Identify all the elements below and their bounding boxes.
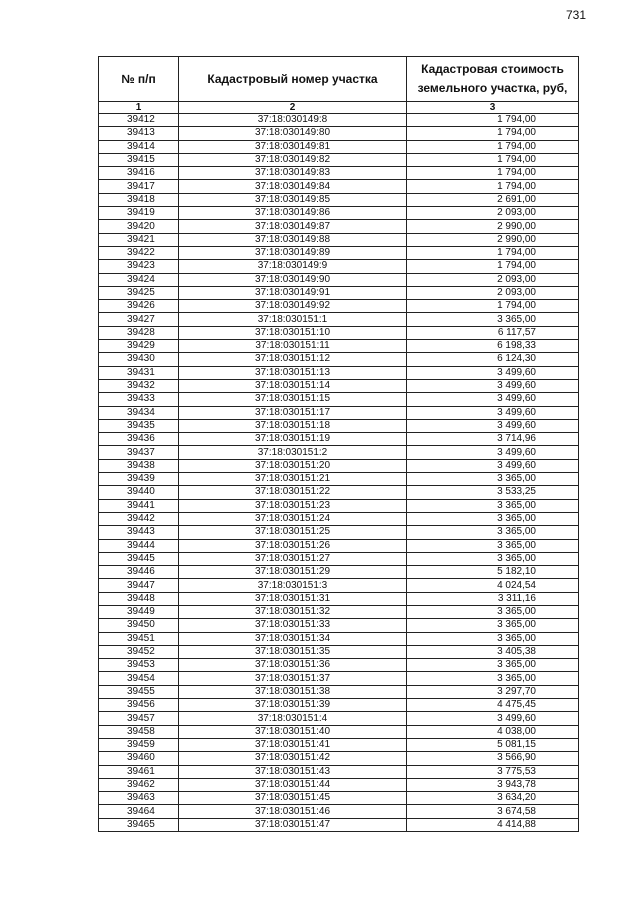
cadastral-value: 4 024,54	[407, 579, 579, 592]
row-number: 39422	[99, 246, 179, 259]
cadastral-value: 3 365,00	[407, 632, 579, 645]
cadastral-value: 3 365,00	[407, 512, 579, 525]
row-number: 39440	[99, 486, 179, 499]
table-row	[99, 233, 579, 246]
table-row	[99, 220, 579, 233]
cadastral-number: 37:18:030151:39	[179, 699, 407, 712]
table-row	[99, 752, 579, 765]
row-number: 39454	[99, 672, 179, 685]
table-row	[99, 725, 579, 738]
cadastral-number: 37:18:030151:42	[179, 752, 407, 765]
cadastral-value: 3 499,60	[407, 459, 579, 472]
cadastral-number: 37:18:030149:90	[179, 273, 407, 286]
cadastral-value: 3 714,96	[407, 433, 579, 446]
table-row	[99, 246, 579, 259]
row-number: 39465	[99, 818, 179, 831]
cadastral-number: 37:18:030151:14	[179, 379, 407, 392]
cadastral-number: 37:18:030149:81	[179, 140, 407, 153]
cadastral-value: 3 634,20	[407, 792, 579, 805]
cadastral-value: 3 365,00	[407, 539, 579, 552]
row-number: 39458	[99, 725, 179, 738]
row-number: 39430	[99, 353, 179, 366]
table-row	[99, 193, 579, 206]
table-row	[99, 114, 579, 127]
row-number: 39428	[99, 326, 179, 339]
row-number: 39432	[99, 379, 179, 392]
cadastral-value: 3 533,25	[407, 486, 579, 499]
row-number: 39451	[99, 632, 179, 645]
table-row	[99, 419, 579, 432]
row-number: 39445	[99, 552, 179, 565]
cadastral-value: 3 365,00	[407, 605, 579, 618]
row-number: 39442	[99, 512, 179, 525]
table-row	[99, 685, 579, 698]
row-number: 39421	[99, 233, 179, 246]
header-cadastral-number: Кадастровый номер участка	[179, 57, 407, 102]
cadastral-value: 6 117,57	[407, 326, 579, 339]
table-row	[99, 499, 579, 512]
cadastral-value: 3 499,60	[407, 366, 579, 379]
cadastral-value: 3 499,60	[407, 393, 579, 406]
cadastral-number: 37:18:030151:3	[179, 579, 407, 592]
cadastral-value: 3 943,78	[407, 778, 579, 791]
cadastral-number: 37:18:030149:80	[179, 127, 407, 140]
row-number: 39439	[99, 473, 179, 486]
table-row	[99, 539, 579, 552]
row-number: 39433	[99, 393, 179, 406]
cadastral-number: 37:18:030149:82	[179, 153, 407, 166]
column-number-2: 2	[179, 102, 407, 114]
cadastral-number: 37:18:030151:26	[179, 539, 407, 552]
cadastral-value: 3 365,00	[407, 659, 579, 672]
header-cadastral-value: Кадастровая стоимость земельного участка, руб,	[407, 57, 579, 102]
table-row	[99, 167, 579, 180]
table-row	[99, 632, 579, 645]
table-row	[99, 659, 579, 672]
cadastral-number: 37:18:030151:31	[179, 592, 407, 605]
row-number: 39449	[99, 605, 179, 618]
table-row	[99, 340, 579, 353]
cadastral-value: 2 990,00	[407, 220, 579, 233]
row-number: 39424	[99, 273, 179, 286]
cadastral-number: 37:18:030151:11	[179, 340, 407, 353]
header-row	[99, 57, 579, 102]
cadastral-number: 37:18:030151:10	[179, 326, 407, 339]
cadastral-number: 37:18:030151:44	[179, 778, 407, 791]
table-row	[99, 699, 579, 712]
cadastral-value: 4 038,00	[407, 725, 579, 738]
row-number: 39417	[99, 180, 179, 193]
cadastral-number: 37:18:030149:8	[179, 114, 407, 127]
cadastral-value: 1 794,00	[407, 167, 579, 180]
table-row	[99, 805, 579, 818]
cadastral-value: 3 365,00	[407, 313, 579, 326]
cadastral-value: 3 365,00	[407, 526, 579, 539]
cadastral-value: 3 499,60	[407, 406, 579, 419]
cadastral-value: 3 566,90	[407, 752, 579, 765]
cadastral-number: 37:18:030151:23	[179, 499, 407, 512]
cadastral-number: 37:18:030151:36	[179, 659, 407, 672]
cadastral-value: 3 499,60	[407, 419, 579, 432]
table-row	[99, 433, 579, 446]
row-number: 39452	[99, 645, 179, 658]
table-row	[99, 818, 579, 831]
row-number: 39459	[99, 738, 179, 751]
table-row	[99, 645, 579, 658]
cadastral-value: 2 990,00	[407, 233, 579, 246]
cadastral-number: 37:18:030151:20	[179, 459, 407, 472]
row-number: 39464	[99, 805, 179, 818]
table-row	[99, 393, 579, 406]
table-row	[99, 765, 579, 778]
cadastral-value-table	[98, 56, 579, 832]
table-row	[99, 379, 579, 392]
cadastral-value: 3 297,70	[407, 685, 579, 698]
cadastral-value: 1 794,00	[407, 246, 579, 259]
row-number: 39461	[99, 765, 179, 778]
table-row	[99, 273, 579, 286]
cadastral-value: 5 182,10	[407, 566, 579, 579]
table-row	[99, 313, 579, 326]
row-number: 39447	[99, 579, 179, 592]
cadastral-value: 1 794,00	[407, 260, 579, 273]
row-number: 39456	[99, 699, 179, 712]
cadastral-number: 37:18:030151:15	[179, 393, 407, 406]
row-number: 39462	[99, 778, 179, 791]
row-number: 39414	[99, 140, 179, 153]
cadastral-value: 1 794,00	[407, 153, 579, 166]
row-number: 39463	[99, 792, 179, 805]
cadastral-number: 37:18:030151:41	[179, 738, 407, 751]
cadastral-number: 37:18:030151:40	[179, 725, 407, 738]
table-row	[99, 566, 579, 579]
cadastral-number: 37:18:030151:33	[179, 619, 407, 632]
cadastral-number: 37:18:030151:2	[179, 446, 407, 459]
table-row	[99, 672, 579, 685]
table-row	[99, 180, 579, 193]
cadastral-number: 37:18:030151:29	[179, 566, 407, 579]
table-row	[99, 140, 579, 153]
table-row	[99, 300, 579, 313]
table-row	[99, 605, 579, 618]
row-number: 39419	[99, 207, 179, 220]
cadastral-number: 37:18:030151:25	[179, 526, 407, 539]
header-number: № п/п	[99, 57, 179, 102]
row-number: 39437	[99, 446, 179, 459]
cadastral-value: 2 093,00	[407, 273, 579, 286]
row-number: 39460	[99, 752, 179, 765]
row-number: 39438	[99, 459, 179, 472]
cadastral-number: 37:18:030151:34	[179, 632, 407, 645]
cadastral-number: 37:18:030151:32	[179, 605, 407, 618]
row-number: 39457	[99, 712, 179, 725]
column-number-3: 3	[407, 102, 579, 114]
column-number-row	[99, 102, 579, 114]
cadastral-value: 3 499,60	[407, 379, 579, 392]
row-number: 39423	[99, 260, 179, 273]
cadastral-number: 37:18:030151:46	[179, 805, 407, 818]
row-number: 39446	[99, 566, 179, 579]
cadastral-value: 2 093,00	[407, 286, 579, 299]
cadastral-number: 37:18:030151:12	[179, 353, 407, 366]
table-row	[99, 486, 579, 499]
row-number: 39431	[99, 366, 179, 379]
cadastral-value: 3 311,16	[407, 592, 579, 605]
cadastral-number: 37:18:030151:13	[179, 366, 407, 379]
row-number: 39444	[99, 539, 179, 552]
table-row	[99, 579, 579, 592]
table-row	[99, 712, 579, 725]
cadastral-number: 37:18:030149:89	[179, 246, 407, 259]
table-row	[99, 552, 579, 565]
cadastral-value: 3 775,53	[407, 765, 579, 778]
row-number: 39436	[99, 433, 179, 446]
table-row	[99, 512, 579, 525]
cadastral-value: 1 794,00	[407, 127, 579, 140]
cadastral-number: 37:18:030149:9	[179, 260, 407, 273]
cadastral-number: 37:18:030151:37	[179, 672, 407, 685]
table-row	[99, 738, 579, 751]
row-number: 39441	[99, 499, 179, 512]
table-row	[99, 207, 579, 220]
table-row	[99, 286, 579, 299]
cadastral-number: 37:18:030151:19	[179, 433, 407, 446]
cadastral-value: 6 124,30	[407, 353, 579, 366]
cadastral-number: 37:18:030151:27	[179, 552, 407, 565]
cadastral-number: 37:18:030149:85	[179, 193, 407, 206]
page-number: 731	[565, 8, 586, 22]
table-row	[99, 778, 579, 791]
row-number: 39427	[99, 313, 179, 326]
cadastral-value: 3 365,00	[407, 499, 579, 512]
cadastral-number: 37:18:030151:1	[179, 313, 407, 326]
cadastral-number: 37:18:030149:83	[179, 167, 407, 180]
row-number: 39412	[99, 114, 179, 127]
cadastral-number: 37:18:030151:4	[179, 712, 407, 725]
cadastral-value: 1 794,00	[407, 180, 579, 193]
row-number: 39418	[99, 193, 179, 206]
row-number: 39429	[99, 340, 179, 353]
table-row	[99, 153, 579, 166]
table-row	[99, 127, 579, 140]
row-number: 39455	[99, 685, 179, 698]
cadastral-number: 37:18:030151:43	[179, 765, 407, 778]
row-number: 39434	[99, 406, 179, 419]
table-row	[99, 526, 579, 539]
table-row	[99, 473, 579, 486]
table-row	[99, 592, 579, 605]
row-number: 39415	[99, 153, 179, 166]
row-number: 39416	[99, 167, 179, 180]
row-number: 39425	[99, 286, 179, 299]
cadastral-value: 1 794,00	[407, 114, 579, 127]
cadastral-value: 3 365,00	[407, 672, 579, 685]
table-row	[99, 326, 579, 339]
cadastral-value: 4 475,45	[407, 699, 579, 712]
table-row	[99, 406, 579, 419]
table-row	[99, 260, 579, 273]
table-row	[99, 459, 579, 472]
cadastral-number: 37:18:030149:88	[179, 233, 407, 246]
cadastral-value: 2 093,00	[407, 207, 579, 220]
row-number: 39420	[99, 220, 179, 233]
cadastral-value: 3 365,00	[407, 473, 579, 486]
cadastral-number: 37:18:030151:22	[179, 486, 407, 499]
table-row	[99, 619, 579, 632]
cadastral-value: 4 414,88	[407, 818, 579, 831]
table-row	[99, 353, 579, 366]
row-number: 39443	[99, 526, 179, 539]
row-number: 39448	[99, 592, 179, 605]
cadastral-number: 37:18:030149:84	[179, 180, 407, 193]
cadastral-value: 1 794,00	[407, 300, 579, 313]
table-row	[99, 792, 579, 805]
cadastral-number: 37:18:030149:87	[179, 220, 407, 233]
table-body	[99, 114, 579, 832]
row-number: 39453	[99, 659, 179, 672]
cadastral-number: 37:18:030151:17	[179, 406, 407, 419]
row-number: 39413	[99, 127, 179, 140]
cadastral-number: 37:18:030149:86	[179, 207, 407, 220]
cadastral-number: 37:18:030151:24	[179, 512, 407, 525]
cadastral-value: 3 499,60	[407, 446, 579, 459]
cadastral-value: 3 499,60	[407, 712, 579, 725]
cadastral-value: 3 365,00	[407, 552, 579, 565]
cadastral-number: 37:18:030149:91	[179, 286, 407, 299]
cadastral-number: 37:18:030151:21	[179, 473, 407, 486]
cadastral-number: 37:18:030149:92	[179, 300, 407, 313]
cadastral-value: 3 365,00	[407, 619, 579, 632]
row-number: 39435	[99, 419, 179, 432]
cadastral-value: 6 198,33	[407, 340, 579, 353]
cadastral-number: 37:18:030151:35	[179, 645, 407, 658]
cadastral-value: 5 081,15	[407, 738, 579, 751]
cadastral-value: 3 674,58	[407, 805, 579, 818]
cadastral-number: 37:18:030151:47	[179, 818, 407, 831]
cadastral-number: 37:18:030151:38	[179, 685, 407, 698]
cadastral-value: 3 405,38	[407, 645, 579, 658]
cadastral-value: 2 691,00	[407, 193, 579, 206]
table-row	[99, 366, 579, 379]
cadastral-value: 1 794,00	[407, 140, 579, 153]
cadastral-number: 37:18:030151:45	[179, 792, 407, 805]
row-number: 39450	[99, 619, 179, 632]
row-number: 39426	[99, 300, 179, 313]
column-number-1: 1	[99, 102, 179, 114]
table-row	[99, 446, 579, 459]
cadastral-number: 37:18:030151:18	[179, 419, 407, 432]
